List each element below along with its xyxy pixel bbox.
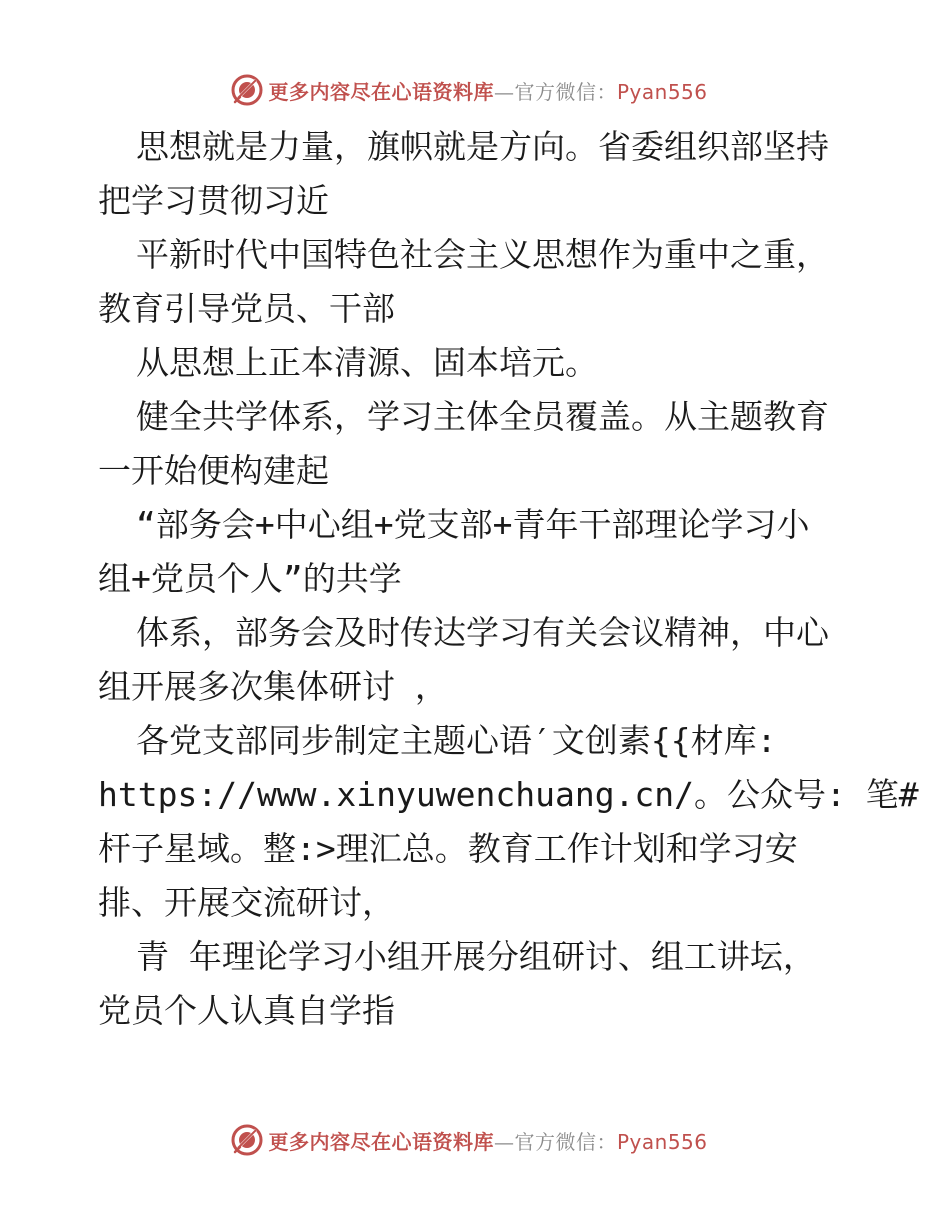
header-banner-content[interactable] bbox=[230, 73, 707, 107]
body-line: 把学习贯彻习近 bbox=[98, 181, 329, 220]
body-line: “部务会+中心组+党支部+青年干部理论学习小 bbox=[136, 505, 810, 544]
body-line: 青 年理论学习小组开展分组研讨、组工讲坛， bbox=[136, 937, 816, 976]
body-line: 平新时代中国特色社会主义思想作为重中之重， bbox=[136, 235, 829, 274]
body-line: 体系，部务会及时传达学习有关会议精神，中心 bbox=[136, 613, 829, 652]
footer-banner-content[interactable] bbox=[230, 1123, 707, 1157]
body-line: 杆子星域。整:>理汇总。教育工作计划和学习安 bbox=[98, 829, 798, 868]
header-brand-text: 更多内容尽在心语资料库 bbox=[268, 79, 494, 104]
quill-circle-logo-icon bbox=[230, 73, 264, 107]
body-line: 各党支部同步制定主题心语′文创素{{材库: bbox=[136, 721, 777, 760]
body-line: https://www.xinyuwenchuang.cn/。公众号: 笔# bbox=[98, 775, 919, 814]
body-line: 党员个人认真自学指 bbox=[98, 991, 395, 1030]
body-line: 思想就是力量，旗帜就是方向。省委组织部坚持 bbox=[136, 127, 829, 166]
document-body bbox=[98, 120, 919, 1038]
footer-banner-text bbox=[268, 1126, 707, 1155]
header-banner-text bbox=[268, 76, 707, 105]
body-line: 健全共学体系，学习主体全员覆盖。从主题教育 bbox=[136, 397, 829, 436]
body-line: 排、开展交流研讨， bbox=[98, 883, 395, 922]
header-wechat-id: Pyan556 bbox=[616, 79, 708, 104]
body-line: 从思想上正本清源、固本培元。 bbox=[136, 343, 598, 382]
body-line: 组开展多次集体研讨 ， bbox=[98, 667, 448, 706]
header-banner bbox=[0, 70, 950, 110]
quill-circle-logo-icon bbox=[230, 1123, 264, 1157]
footer-separator-text: —官方微信： bbox=[493, 1129, 617, 1154]
body-line: 组+党员个人”的共学 bbox=[98, 559, 402, 598]
footer-brand-text: 更多内容尽在心语资料库 bbox=[268, 1129, 494, 1154]
footer-wechat-id: Pyan556 bbox=[616, 1129, 708, 1154]
body-line: 一开始便构建起 bbox=[98, 451, 329, 490]
body-line: 教育引导党员、干部 bbox=[98, 289, 395, 328]
footer-banner bbox=[0, 1120, 950, 1160]
header-separator-text: —官方微信： bbox=[493, 79, 617, 104]
